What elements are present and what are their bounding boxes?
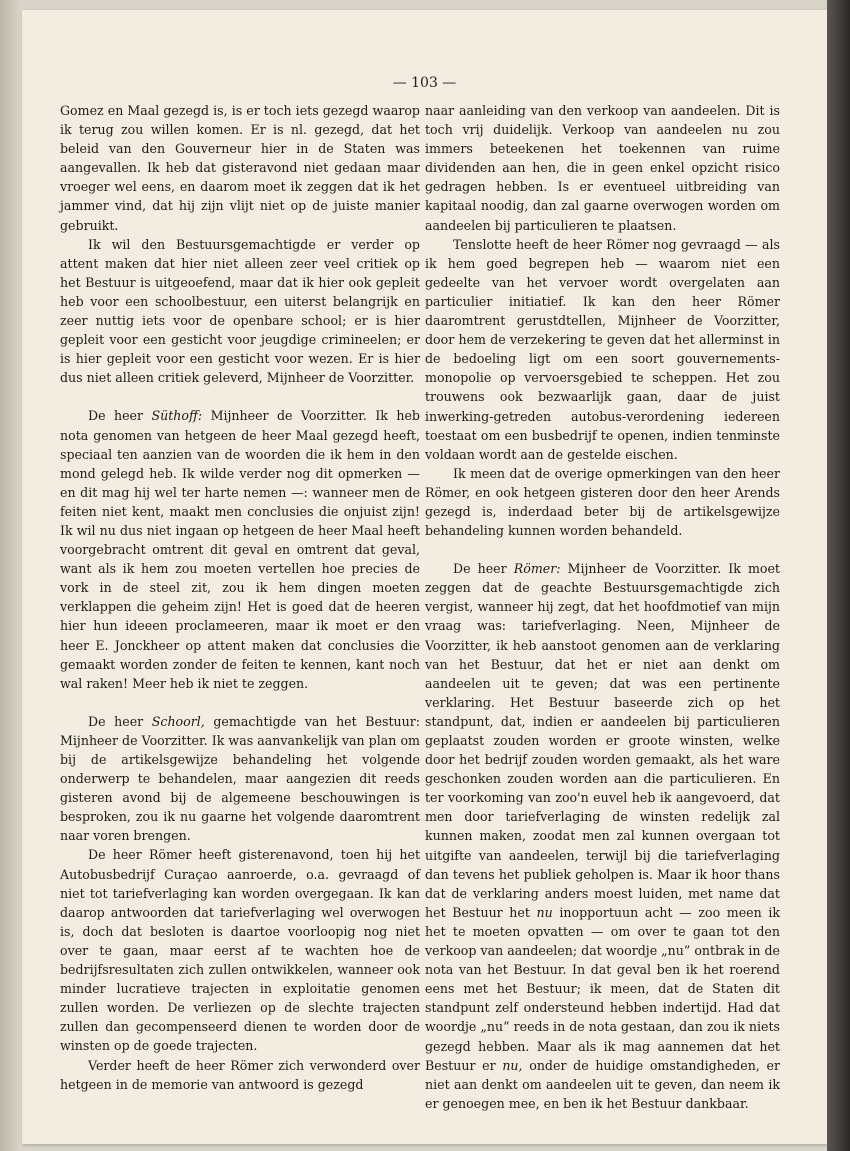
scan-right-edge: [827, 0, 850, 1151]
paragraph: Tenslotte heeft de heer Römer nog gevraagd — als ik hem goed begrepen heb — waarom niet een gedeelte van het vervoer wordt overgelaten aan particulier initiatief. Ik kan den heer Römer daaromtrent gerustdtellen, Mijnheer de Voorzitter, door hem de verzekering te geven dat het allerminst in de bedoeling ligt om een soort gouvernements-monopolie op vervoersgebied te scheppen. Het zou trouwens ook bezwaarlijk gaan, daar de juist inwerking-getreden autobus-verordening iedereen toestaat om een busbedrijf te openen, indien tenminste voldaan wordt aan de gestelde eischen.: [425, 236, 780, 462]
page-number: — 103 —: [392, 75, 457, 91]
paragraph-text: onder de huidige omstandigheden, er niet aan denkt om aandeelen uit te geven, dan neem ik er genoegen mee, en ben ik het Bestuur dankbaar.: [425, 1057, 781, 1111]
paragraph-text: inopportuun acht — zoo meen ik het te moeten opvatten — om over te gaan tot den verkoop van aandeelen; dat woordje „nu” ontbrak in de nota van het Bestuur. In dat geval ben ik het roerend eens met het Bestuur; ik meen, dat de Staten dit standpunt zelf ondersteund hebben indertijd. Had dat woordje „nu” reeds in de nota gestaan, dan zou ik niets gezegd hebben. Maar als ik mag aannemen dat het Bestuur er: [425, 904, 780, 1073]
paragraph: [425, 559, 780, 1113]
paragraph-text: gemachtigde van het Bestuur: Mijnheer de Voorzitter. Ik was aanvankelijk van plan om bij de artikelsgewijze behandeling het volgende onderwerp te behandelen, maar aangezien dit reeds gisteren avond bij de algemeene beschouwingen is besproken, zou ik nu gaarne het volgende daaromtrent naar voren brengen.: [60, 713, 420, 844]
emphasis: nu: [536, 904, 553, 920]
paragraph: Ik meen dat de overige opmerkingen van den heer Römer, en ook hetgeen gisteren door den heer Arends gezegd is, inderdaad beter bij de artikelsgewijze behandeling kunnen worden behandeld.: [425, 465, 780, 539]
paragraph: Gomez en Maal gezegd is, is er toch iets gezegd waarop ik terug zou willen komen. Er is nl. gezegd, dat het beleid van den Gouverneur hier in de Staten was aangevallen. Ik heb dat gisteravond niet gedaan maar vroeger wel eens, en daarom moet ik zeggen dat ik het jammer vind, dat hij zijn vlijt niet op de juiste manier gebruikt.: [60, 103, 420, 233]
right-column: [425, 101, 780, 1113]
paragraph: Ik wil den Bestuursgemachtigde er verder op attent maken dat hier niet alleen zeer veel critiek op het Bestuur is uitgeoefend, maar dat ik hier ook gepleit heb voor een schoolbestuur, een uiterst belangrijk en zeer nuttig iets voor de openbare school; er is hier gepleit voor een gesticht voor jeugdige crimineelen; er is hier gepleit voor een gesticht voor wezen. Er is hier dus niet alleen critiek geleverd, Mijnheer de Voorzitter.: [60, 236, 420, 386]
scan-left-margin: [0, 0, 22, 1151]
paragraph-text: Mijnheer de Voorzitter. Ik moet zeggen dat de geachte Bestuursgemachtigde zich vergist, wanneer hij zegt, dat het hoofdmotief van mijn vraag was: tariefverlaging. Neen, Mijnheer de Voorzitter, ik heb aanstoot genomen aan de verklaring van het Bestuur, dat het er niet aan denkt om aandeelen uit te geven; dat was een pertinente verklaring. Het Bestuur baseerde zich op het standpunt, dat, indien er aandeelen bij particulieren geplaatst zouden worden er groote winsten, welke door het bedrijf zouden worden gemaakt, als het ware geschonken zouden worden aan die particulieren. En ter voorkoming van zoo'n euvel heb ik aangevoerd, dat men door tariefverlaging de winsten redelijk zal kunnen maken, zoodat men zal kunnen overgaan tot uitgifte van aandeelen, terwijl bij die tariefverlaging dan tevens het publiek geholpen is. Maar ik hoor thans dat de verklaring anders moest luiden, met name dat het Bestuur het: [425, 561, 780, 920]
paragraph: naar aanleiding van den verkoop van aandeelen. Dit is toch vrij duidelijk. Verkoop van aandeelen nu zou immers beteekenen het toekennen van ruime dividenden aan hen, die in geen enkel opzicht risico gedragen hebben. Is er eventueel uitbreiding van kapitaal noodig, dan zal gaarne overwogen worden om aandeelen bij particulieren te plaatsen.: [425, 103, 780, 233]
speaker-prefix: De heer: [453, 561, 507, 577]
speaker-name: Römer:: [513, 561, 561, 577]
emphasis: nu,: [502, 1057, 523, 1073]
paragraph: [60, 406, 420, 692]
speaker-prefix: De heer: [88, 408, 144, 424]
paragraph-text: Mijnheer de Voorzitter. Ik heb nota genomen van hetgeen de heer Maal gezegd heeft, speciaal ten aanzien van de woorden die ik hem in den mond gelegd heb. Ik wilde verder nog dit opmerken — en dit mag hij wel ter harte nemen —: wanneer men de feiten niet kent, maakt men conclusies die onjuist zijn! Ik wil nu dus niet ingaan op hetgeen de heer Maal heeft voorgebracht omtrent dit geval en omtrent dat geval, want als ik hem zou moeten vertellen hoe precies de vork in de steel zit, zou ik hem dingen moeten verklappen die geheim zijn! Het is goed dat de heeren hier hun ideeen proclameeren, maar ik moet er den heer E. Jonckheer op attent maken dat conclusies die gemaakt worden zonder de feiten te kennen, kant noch wal raken! Meer heb ik niet te zeggen.: [60, 408, 420, 691]
paragraph: Verder heeft de heer Römer zich verwonderd over hetgeen in de memorie van antwoord is gezegd: [60, 1057, 420, 1092]
left-column: [60, 101, 420, 1094]
paragraph: [60, 712, 420, 846]
speaker-prefix: De heer: [88, 713, 144, 729]
speaker-name: Süthoff:: [151, 408, 203, 424]
paragraph: De heer Römer heeft gisterenavond, toen hij het Autobusbedrijf Curaçao aanroerde, o.a. gevraagd of niet tot tariefverlaging kan worden overgegaan. Ik kan daarop antwoorden dat tariefverlaging wel overwogen is, doch dat besloten is daartoe voorloopig nog niet over te gaan, maar eerst af te wachten hoe de bedrijfsresultaten zich zullen ontwikkelen, wanneer ook minder lucratieve trajecten in exploitatie genomen zullen worden. De verliezen op de slechte trajecten zullen dan gecompenseerd dienen te worden door de winsten op de goede trajecten.: [60, 847, 420, 1054]
speaker-name: Schoorl,: [151, 713, 205, 729]
